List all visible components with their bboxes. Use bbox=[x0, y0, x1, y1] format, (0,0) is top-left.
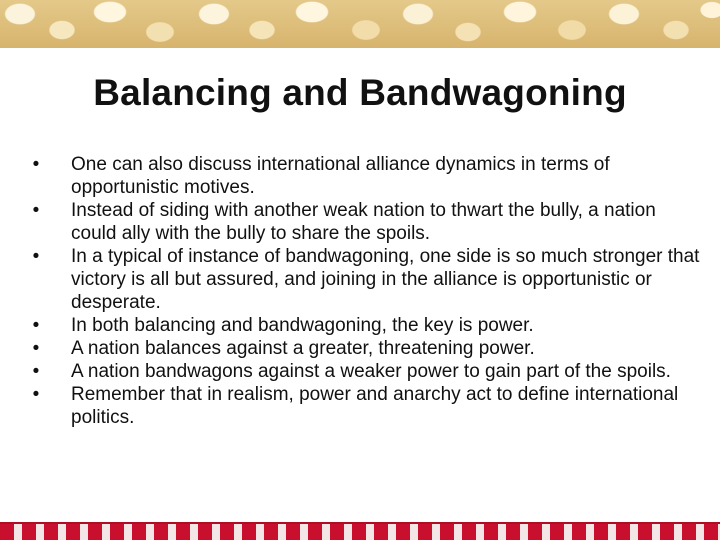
bullet-dot: • bbox=[32, 154, 40, 175]
bullet-text: Instead of siding with another weak nation to thwart the bully, a nation could ally with the bully to share the spoils. bbox=[71, 200, 656, 244]
bullet-text: A nation balances against a greater, threatening power. bbox=[71, 338, 535, 359]
bullet-item bbox=[26, 153, 706, 199]
bullet-dot: • bbox=[32, 315, 40, 336]
bullet-item bbox=[26, 314, 706, 337]
bullet-item bbox=[26, 360, 706, 383]
bullet-dot: • bbox=[32, 361, 40, 382]
slide-title: Balancing and Bandwagoning bbox=[93, 72, 627, 113]
bullet-text: A nation bandwagons against a weaker power to gain part of the spoils. bbox=[71, 361, 671, 382]
bullet-text: One can also discuss international alliance dynamics in terms of opportunistic motives. bbox=[71, 154, 610, 198]
bullet-item bbox=[26, 337, 706, 360]
bullet-item bbox=[26, 383, 706, 429]
bullet-item bbox=[26, 199, 706, 245]
bullet-dot: • bbox=[32, 246, 40, 267]
decorative-footer-strip bbox=[0, 522, 720, 540]
bullet-dot: • bbox=[32, 384, 40, 405]
bullet-dot: • bbox=[32, 338, 40, 359]
bullet-list bbox=[26, 153, 706, 429]
bullet-item bbox=[26, 245, 706, 314]
popcorn-header-banner bbox=[0, 0, 720, 48]
bullet-text: In both balancing and bandwagoning, the key is power. bbox=[71, 315, 534, 336]
bullet-text: Remember that in realism, power and anarchy act to define international politics. bbox=[71, 384, 679, 428]
bullet-dot: • bbox=[32, 200, 40, 221]
bullet-text: In a typical of instance of bandwagoning, one side is so much stronger that victory is all but assured, and joining in the alliance is opportunistic or desperate. bbox=[71, 246, 700, 313]
